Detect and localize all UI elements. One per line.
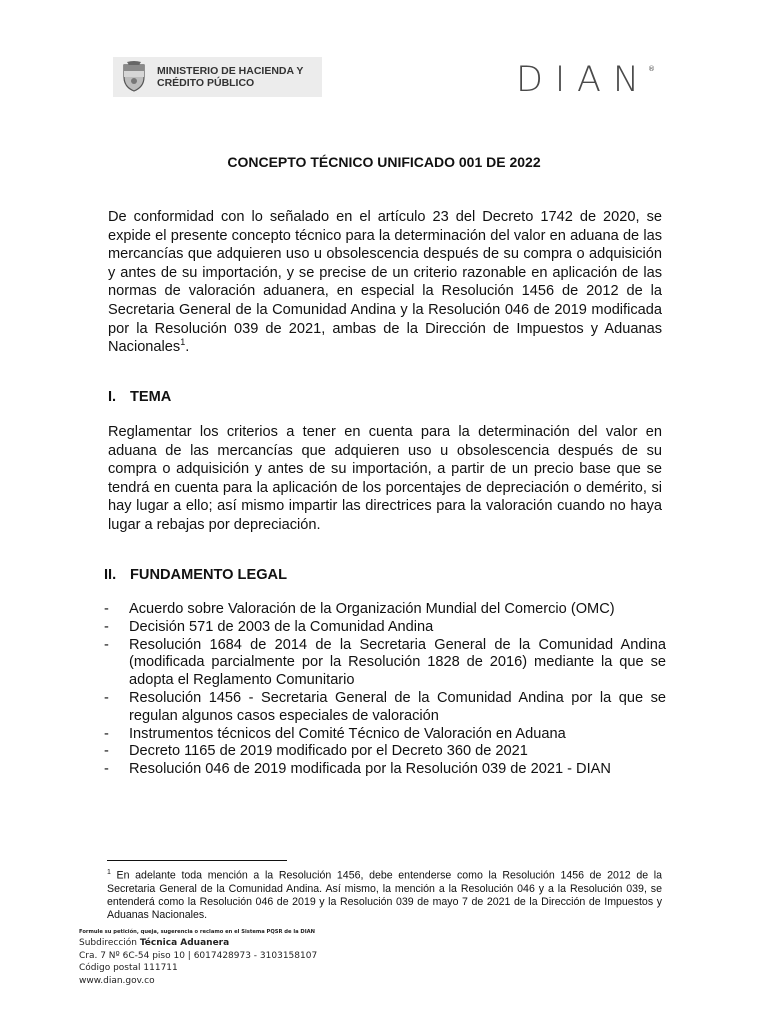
ministry-name-line1: MINISTERIO DE HACIENDA Y <box>157 65 304 77</box>
list-item-text: Instrumentos técnicos del Comité Técnico de Valoración en Aduana <box>129 725 566 742</box>
legal-basis-list <box>104 601 666 779</box>
office-name: Técnica Aduanera <box>139 938 230 948</box>
dian-logo-text: DIAN <box>516 62 646 94</box>
list-item <box>104 601 666 619</box>
footnote-divider <box>107 860 287 861</box>
list-item-text: Decreto 1165 de 2019 modificado por el Decreto 360 de 2021 <box>129 743 528 760</box>
section-number: II. <box>104 567 117 583</box>
intro-paragraph <box>108 208 662 357</box>
bullet-dash: - <box>104 725 109 742</box>
section-title: TEMA <box>130 389 172 405</box>
list-item <box>104 761 666 779</box>
document-title: CONCEPTO TÉCNICO UNIFICADO 001 DE 2022 <box>227 154 541 170</box>
list-item <box>104 743 666 761</box>
postal-code-line: Código postal 111711 <box>79 963 178 973</box>
footnote-marker: 1 <box>107 869 111 876</box>
bullet-dash: - <box>104 601 109 617</box>
list-item <box>104 726 666 744</box>
bullet-dash: - <box>104 618 109 635</box>
dian-logo <box>516 62 656 94</box>
office-line <box>79 937 379 950</box>
section-title: FUNDAMENTO LEGAL <box>130 567 288 583</box>
intro-text: De conformidad con lo señalado en el artículo 23 del Decreto 1742 de 2020, se expide el presente concepto técnico para la determinación del valor en aduana de las mercancías que adquieren uso u obsolescencia después de su compra o adquisición y antes de su importación, y se precise de un criterio razonable en aplicación de las normas de valoración aduanera, en especial la Resolución 1456 de 2012 de la Secretaria General de la Comunidad Andina y la Resolución 046 de 2019 modificada por la Resolución 039 de 2021, ambas de la Dirección de Impuestos y Aduanas Nacionales <box>108 209 662 356</box>
pqsr-note: Formule su petición, queja, sugerencia o reclamo en el Sistema PQSR de la DIAN <box>79 929 316 935</box>
intro-end: . <box>185 339 190 356</box>
footnote-reference: 1 <box>180 337 186 348</box>
address-line: Cra. 7 Nº 6C-54 piso 10 | 6017428973 - 3103158107 <box>79 950 318 961</box>
office-prefix: Subdirección <box>79 938 140 948</box>
list-item <box>104 690 666 726</box>
dian-registered-mark: ® <box>648 65 655 73</box>
contact-footer <box>79 928 379 987</box>
section-number: I. <box>108 389 117 405</box>
bullet-dash: - <box>104 636 109 653</box>
list-item-text: Resolución 046 de 2019 modificada por la Resolución 039 de 2021 - DIAN <box>129 761 611 778</box>
list-item-text: Resolución 1684 de 2014 de la Secretaria General de la Comunidad Andina (modificada parcialmente por la Resolución 1828 de 2016) mediante la que se adopta el Reglamento Comunitario <box>129 636 666 689</box>
coat-of-arms-icon <box>119 60 149 94</box>
ministry-logo <box>113 57 322 97</box>
section-fundamento-heading <box>104 565 287 585</box>
bullet-dash: - <box>104 743 109 760</box>
bullet-dash: - <box>104 689 109 706</box>
list-item-text: Decisión 571 de 2003 de la Comunidad Andina <box>129 618 434 635</box>
ministry-name <box>157 65 303 89</box>
section-tema-heading <box>108 387 171 407</box>
footnote <box>107 866 662 922</box>
list-item-text: Acuerdo sobre Valoración de la Organización Mundial del Comercio (OMC) <box>129 601 615 617</box>
list-item <box>104 619 666 637</box>
list-item <box>104 637 666 690</box>
tema-paragraph: Reglamentar los criterios a tener en cuenta para la determinación del valor en aduana de las mercancías que adquieren uso u obsolescencia después de su compra o adquisición y antes de su importación, a partir de un precio base que se tendrá en cuenta para la aplicación de los porcentajes de depreciación o demérito, si hay lugar a ello; así mismo impartir las directrices para la valoración cuando no haya lugar a rebajas por depreciación. <box>108 424 662 533</box>
website-link[interactable]: www.dian.gov.co <box>79 975 155 986</box>
bullet-dash: - <box>104 761 109 778</box>
footnote-text: En adelante toda mención a la Resolución 1456, debe entenderse como la Resolución 1456 de 2012 de la Secretaria General de la Comunidad Andina. Así mismo, la mención a la Resolución 046 y a la Resolución 039, se entenderá como la Resolución 046 de 2019 y la Resolución 039 de mayo 7 de 2021 de la Dirección de Impuestos y Aduanas Nacionales. <box>107 869 662 921</box>
list-item-text: Resolución 1456 - Secretaria General de la Comunidad Andina por la que se regulan algunos casos especiales de valoración <box>129 689 666 724</box>
ministry-name-line2: CRÉDITO PÚBLICO <box>157 77 255 89</box>
